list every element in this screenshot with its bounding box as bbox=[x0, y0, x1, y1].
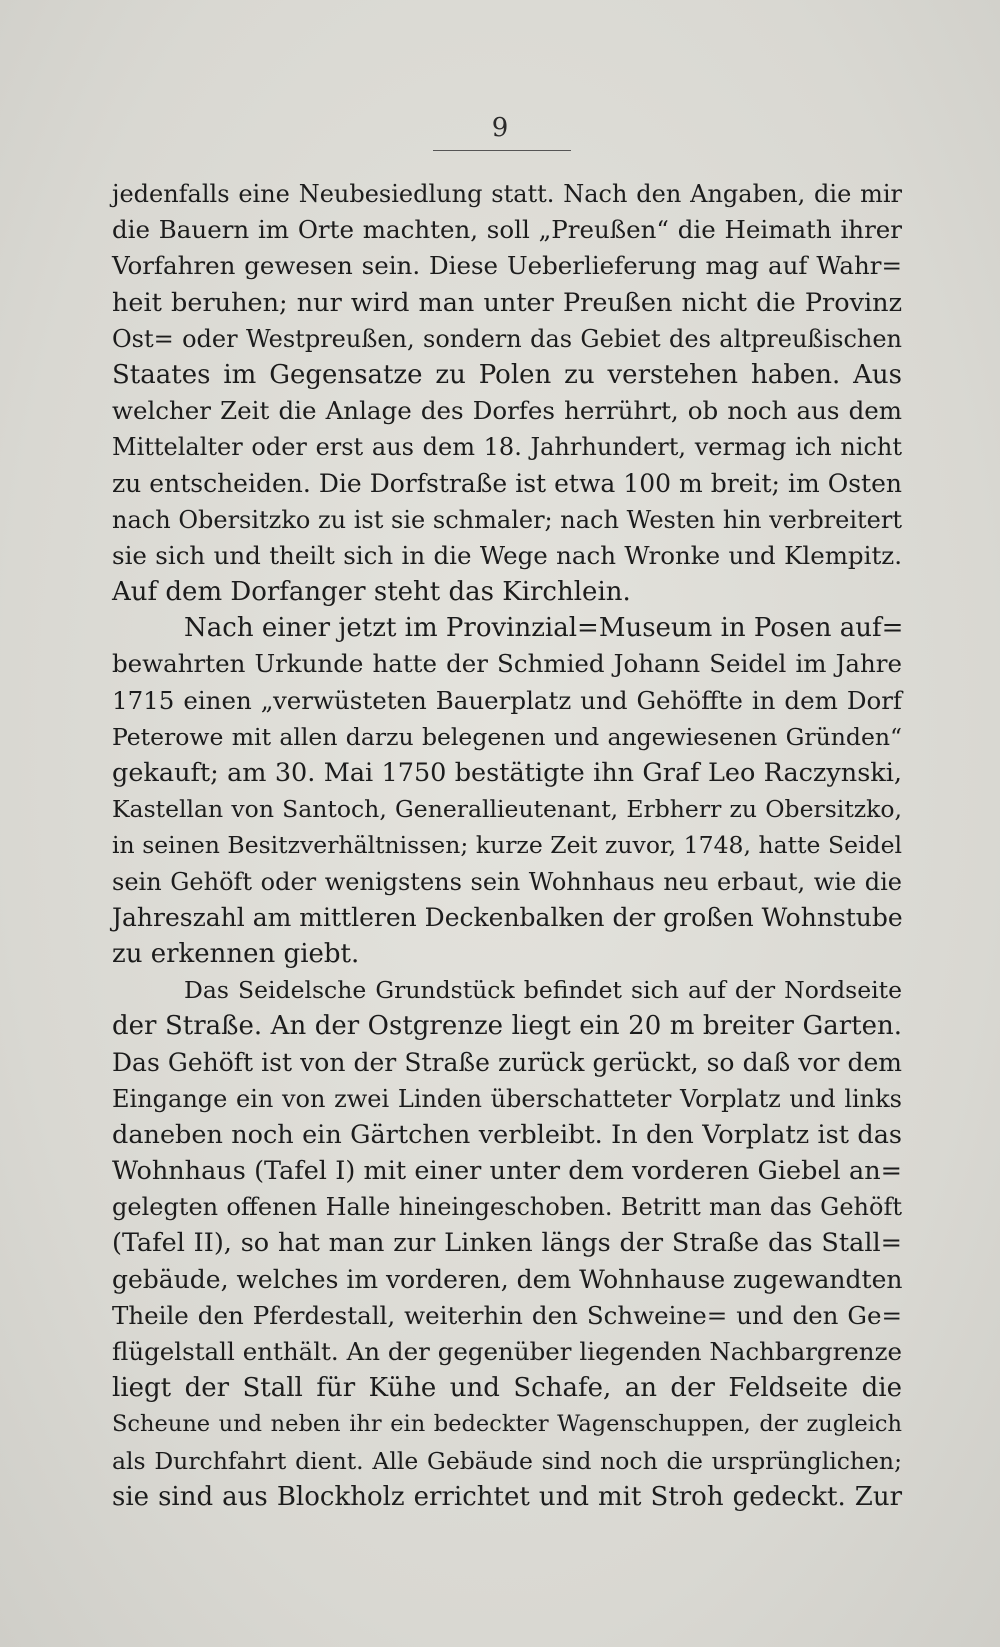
text-line: (Tafel II), so hat man zur Linken längs der Straße das Stall= bbox=[112, 1228, 902, 1259]
text-line: Kastellan von Santoch, Generallieutenant, Erbherr zu Obersitzko, bbox=[112, 795, 902, 824]
text-line: gebäude, welches im vorderen, dem Wohnhause zugewandten bbox=[112, 1264, 903, 1294]
text-line: heit beruhen; nur wird man unter Preußen nicht die Provinz bbox=[112, 287, 902, 318]
text-line: als Durchfahrt dient. Alle Gebäude sind noch die ursprünglichen; bbox=[112, 1446, 902, 1475]
text-line: jedenfalls eine Neubesiedlung statt. Nach den Angaben, die mir bbox=[112, 180, 902, 208]
text-line: flügelstall enthält. An der gegenüber liegenden Nachbargrenze bbox=[112, 1337, 902, 1366]
text-line: Nach einer jetzt im Provinzial=Museum in Posen auf= bbox=[184, 613, 904, 644]
text-line: Scheune und neben ihr ein bedeckter Wagenschuppen, der zugleich bbox=[112, 1411, 902, 1438]
text-line: Mittelalter oder erst aus dem 18. Jahrhundert, vermag ich nicht bbox=[112, 433, 902, 462]
text-line: bewahrten Urkunde hatte der Schmied Johann Seidel im Jahre bbox=[112, 649, 902, 679]
text-line: Wohnhaus (Tafel I) mit einer unter dem vorderen Giebel an= bbox=[112, 1156, 902, 1187]
text-line: welcher Zeit die Anlage des Dorfes herrührt, ob noch aus dem bbox=[112, 396, 902, 426]
text-line: 1715 einen „verwüsteten Bauerplatz und Gehöffte in dem Dorf bbox=[112, 685, 902, 715]
text-line: nach Obersitzko zu ist sie schmaler; nach Westen hin verbreitert bbox=[112, 505, 902, 534]
text-line: Auf dem Dorfanger steht das Kirchlein. bbox=[112, 577, 631, 608]
header-rule bbox=[433, 150, 571, 151]
text-line: Theile den Pferdestall, weiterhin den Schweine= und den Ge= bbox=[112, 1300, 902, 1330]
text-line: Eingange ein von zwei Linden überschatteter Vorplatz und links bbox=[112, 1084, 902, 1113]
text-line: Das Gehöft ist von der Straße zurück gerückt, so daß vor dem bbox=[112, 1047, 902, 1077]
text-line: Peterowe mit allen darzu belegenen und angewiesenen Gründen“ bbox=[112, 722, 902, 751]
text-line: sie sind aus Blockholz errichtet und mit Stroh gedeckt. Zur bbox=[112, 1481, 902, 1512]
text-line: sein Gehöft oder wenigstens sein Wohnhaus neu erbaut, wie die bbox=[112, 867, 902, 896]
text-line: liegt der Stall für Kühe und Schafe, an der Feldseite die bbox=[112, 1373, 902, 1404]
text-line: daneben noch ein Gärtchen verbleibt. In den Vorplatz ist das bbox=[112, 1119, 902, 1150]
body-text bbox=[112, 176, 902, 1515]
text-line: Staates im Gegensatze zu Polen zu verstehen haben. Aus bbox=[112, 359, 902, 390]
text-line: zu entscheiden. Die Dorfstraße ist etwa 100 m breit; im Osten bbox=[112, 468, 902, 498]
text-line: Ost= oder Westpreußen, sondern das Gebiet des altpreußischen bbox=[112, 324, 902, 353]
text-line: gelegten offenen Halle hineingeschoben. Betritt man das Gehöft bbox=[112, 1193, 902, 1222]
text-line: in seinen Besitzverhältnissen; kurze Zeit zuvor, 1748, hatte Seidel bbox=[112, 831, 902, 860]
text-line: Das Seidelsche Grundstück befindet sich auf der Nordseite bbox=[184, 976, 902, 1005]
text-line: Vorfahren gewesen sein. Diese Ueberlieferung mag auf Wahr= bbox=[112, 251, 902, 281]
text-line: der Straße. An der Ostgrenze liegt ein 20 m breiter Garten. bbox=[112, 1011, 902, 1042]
page-number: 9 bbox=[491, 113, 509, 143]
text-line: gekauft; am 30. Mai 1750 bestätigte ihn Graf Leo Raczynski, bbox=[112, 758, 902, 788]
text-line: zu erkennen giebt. bbox=[112, 938, 360, 969]
text-line: Jahreszahl am mittleren Deckenbalken der großen Wohnstube bbox=[112, 902, 903, 932]
text-line: sie sich und theilt sich in die Wege nach Wronke und Klempitz. bbox=[112, 540, 902, 570]
text-line: die Bauern im Orte machten, soll „Preußen“ die Heimath ihrer bbox=[112, 215, 902, 245]
